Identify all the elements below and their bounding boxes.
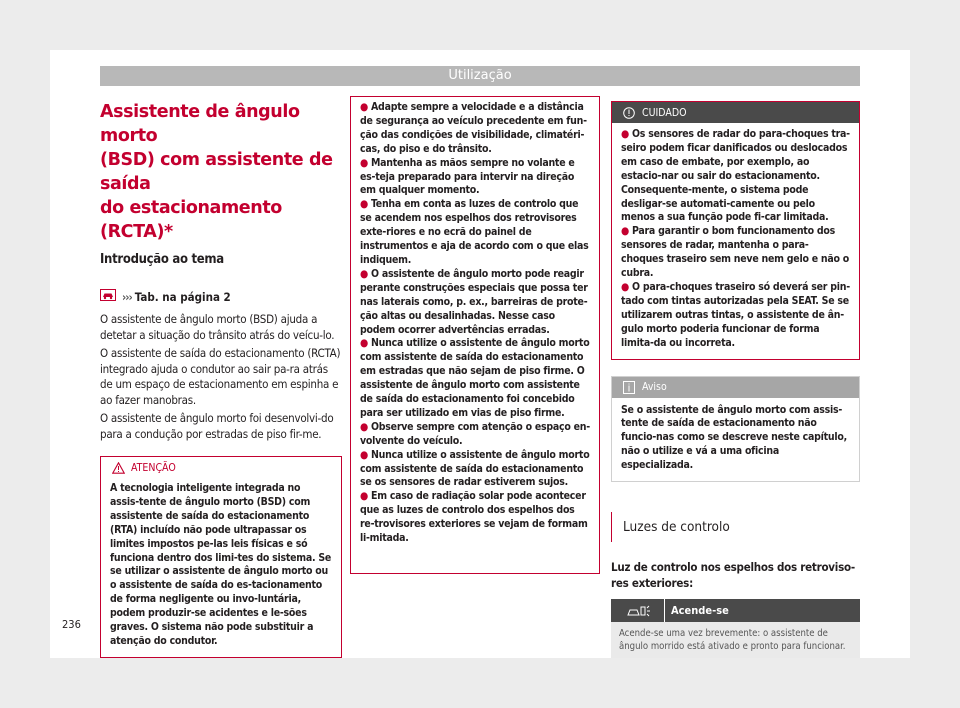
- atencao-bullets: [351, 97, 599, 554]
- cuidado-label: CUIDADO: [642, 106, 687, 119]
- table-row: Acende-se uma vez brevemente: o assistente de ângulo morrido está ativado e pronto para funcionar.: [611, 622, 860, 658]
- controlo-intro: Luz de controlo nos espelhos dos retroviso-res exteriores:: [611, 560, 855, 590]
- title-line: (BSD) com assistente de saída: [100, 150, 333, 194]
- list-item: ● O assistente de ângulo morto pode reagir perante construções especiais que possa ter nas laterais como, p. ex., barreiras de prote-ção altas ou desalinhadas. Nesse caso podem ocorrer advertências erradas.: [360, 267, 588, 336]
- paragraph: O assistente de ângulo morto foi desenvolvi-do para a condução por estradas de piso fir-me.: [100, 411, 334, 441]
- list-item: ● Adapte sempre a velocidade e a distância de segurança ao veículo precedente em fun-ção das condições de visibilidade, climatéri-cas, do piso e do trânsito.: [360, 101, 587, 155]
- warning-icon: [111, 461, 125, 475]
- list-item: ● O para-choques traseiro só deverá ser pin-tado com tintas autorizadas pela SEAT. Se se utilizarem outras tintas, o assistente de ân-gulo morto poderia funcionar de forma limita-da ou incorreta.: [621, 280, 850, 349]
- list-item: ● Tenha em conta as luzes de controlo que se acendem nos espelhos dos retrovisores exte-riores e no ecrã do painel de instrumentos e aja de acordo com o que elas indiquem.: [360, 198, 589, 266]
- tab-reference-text: Tab. na página 2: [134, 289, 231, 304]
- atencao-continued-box: [350, 96, 600, 574]
- paragraph: O assistente de ângulo morto (BSD) ajuda a detetar a situação do trânsito atrás do veícu-lo.: [100, 312, 335, 342]
- page-title: [100, 100, 342, 244]
- atencao-label: ATENÇÃO: [131, 461, 176, 474]
- list-item: ● Mantenha as mãos sempre no volante e es-teja preparado para intervir na direção em qualquer momento.: [360, 156, 575, 197]
- aviso-label: Aviso: [642, 381, 667, 393]
- list-item: ● Nunca utilize o assistente de ângulo morto com assistente de saída do estacionamento em estradas que não sejam de piso firme. O assistente de ângulo morto com assistente de saída do estacionamento foi concebido para ser utilizado em vias de piso firme.: [360, 337, 590, 419]
- aviso-text: Se o assistente de ângulo morto com assis-tente de saída de estacionamento não funcio-nas como se descreve neste capítulo, não o utilize e vá a uma oficina especializada.: [621, 403, 847, 472]
- mirror-warning-icon: [611, 599, 665, 622]
- list-item: ● Os sensores de radar do para-choques tra-seiro podem ficar danificados ou deslocados em caso de embate, por exemplo, ao estacio-nar ou sair do estacionamento. Consequente-mente, o sistema pode desligar-se automati-camente ou pelo menos a sua função pode fi-car limitada.: [621, 128, 850, 224]
- info-icon: [622, 380, 636, 394]
- column-middle: [350, 96, 600, 574]
- cuidado-header: [612, 102, 859, 123]
- info-circle-icon: [622, 106, 636, 120]
- car-icon: [100, 289, 116, 304]
- column-left: [100, 96, 342, 658]
- list-item: ● Em caso de radiação solar pode acontecer que as luzes de controlo dos espelhos dos re-trovisores exteriores se vejam de formam li-mitada.: [360, 490, 588, 545]
- section-header: Utilização: [100, 66, 860, 86]
- arrows-icon: ›››: [122, 289, 132, 304]
- control-lights-table: [611, 599, 860, 658]
- atencao-text: A tecnologia inteligente integrada no assis-tente de ângulo morto (BSD) com assistente de saída do estacionamento (RTA) incluído não pode ultrapassar os limites impostos pe-las leis físicas e só funciona dentro dos limi-tes do sistema. Se se utilizar o assistente de ângulo morto ou o assistente de saída do es-tacionamento de forma negligente ou invo-luntária, podem produzir-se acidentes e le-sões graves. O sistema não pode substituir a atenção do condutor.: [110, 482, 332, 647]
- list-item: ● Para garantir o bom funcionamento dos sensores de radar, mantenha o para-choques traseiro sem neve nem gelo e não o cubra.: [621, 225, 850, 280]
- cuidado-bullets: [612, 123, 859, 359]
- list-item: ● Nunca utilize o assistente de ângulo morto com assistente de saída do estacionamento se os sensores de radar estiverem sujos.: [360, 448, 590, 489]
- list-item: ● Observe sempre com atenção o espaço en-volvente do veículo.: [360, 420, 590, 447]
- section-title-luzes: Luzes de controlo: [611, 512, 860, 542]
- atencao-box: [100, 456, 342, 658]
- cuidado-box: [611, 101, 860, 360]
- table-header-label: Acende-se: [671, 604, 729, 618]
- title-line: Assistente de ângulo morto: [100, 102, 300, 146]
- title-line: do estacionamento (RCTA)*: [100, 198, 282, 242]
- page-number: 236: [62, 618, 81, 631]
- tab-reference[interactable]: [100, 289, 342, 304]
- subtitle: Introdução ao tema: [100, 252, 224, 267]
- aviso-box: [611, 376, 860, 483]
- paragraph: O assistente de saída do estacionamento (RCTA) integrado ajuda o condutor ao sair pa-ra atrás de um espaço de estacionamento em espinha e ao fazer manobras.: [100, 346, 341, 407]
- table-header: [611, 599, 860, 622]
- atencao-header: [101, 457, 341, 478]
- aviso-header: [612, 377, 859, 398]
- column-right: [611, 101, 860, 658]
